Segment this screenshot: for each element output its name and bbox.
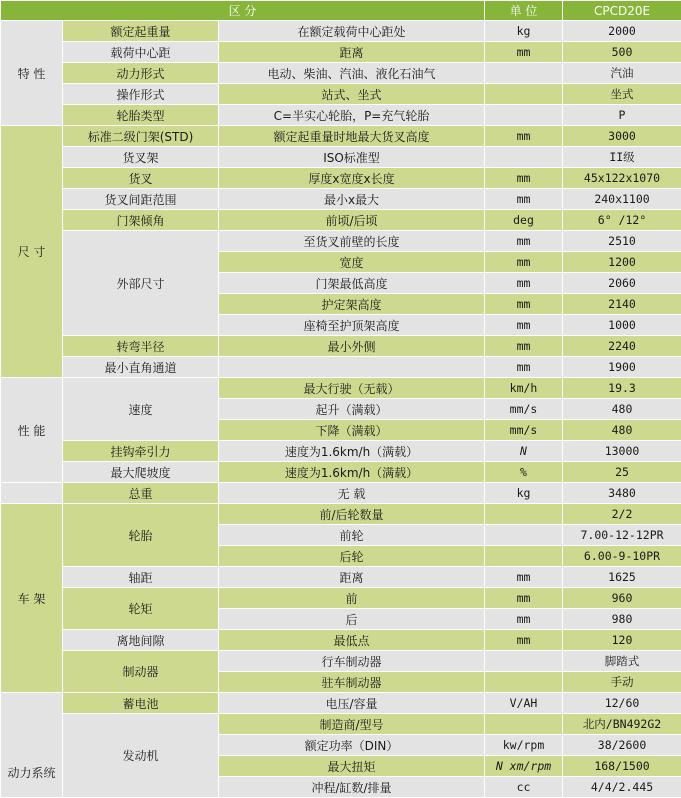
item-value: 1625 <box>563 567 681 588</box>
item-value: 坐式 <box>563 84 681 105</box>
item-condition: 在额定载荷中心距处 <box>219 21 485 42</box>
item-unit: cc <box>485 777 563 798</box>
item-unit <box>485 84 563 105</box>
item-condition: 门架最低高度 <box>219 273 485 294</box>
item-unit: mm/s <box>485 420 563 441</box>
item-value: 120 <box>563 630 681 651</box>
item-value: 2510 <box>563 231 681 252</box>
table-row <box>1 189 681 210</box>
item-unit: mm <box>485 588 563 609</box>
table-row <box>1 63 681 84</box>
item-name: 外部尺寸 <box>63 231 219 336</box>
item-value: 6.00-9-10PR <box>563 546 681 567</box>
item-unit: mm <box>485 630 563 651</box>
header-model: CPCD20E <box>563 1 681 21</box>
header-row <box>1 1 681 21</box>
item-condition: 冲程/缸数/排量 <box>219 777 485 798</box>
item-unit: mm <box>485 252 563 273</box>
table-row <box>1 105 681 126</box>
table-row <box>1 84 681 105</box>
item-unit: deg <box>485 210 563 231</box>
item-name: 货叉 <box>63 168 219 189</box>
item-value: 45x122x1070 <box>563 168 681 189</box>
item-name: 载荷中心距 <box>63 42 219 63</box>
item-condition: 最小外侧 <box>219 336 485 357</box>
table-row <box>1 441 681 462</box>
item-value: 13000 <box>563 441 681 462</box>
item-condition: 至货叉前壁的长度 <box>219 231 485 252</box>
item-value: 1200 <box>563 252 681 273</box>
item-condition: 起升（满载） <box>219 399 485 420</box>
item-name: 标准二级门架(STD) <box>63 126 219 147</box>
item-condition: 站式、坐式 <box>219 84 485 105</box>
table-row <box>1 210 681 231</box>
item-unit: mm <box>485 567 563 588</box>
item-value: 汽油 <box>563 63 681 84</box>
item-value: 980 <box>563 609 681 630</box>
item-value: 168/1500 <box>563 756 681 777</box>
item-condition: 电动、柴油、汽油、液化石油气 <box>219 63 485 84</box>
item-name: 速度 <box>63 378 219 441</box>
item-unit <box>485 504 563 525</box>
item-unit <box>485 147 563 168</box>
item-name: 动力形式 <box>63 63 219 84</box>
item-condition: 电压/容量 <box>219 693 485 714</box>
item-value: II级 <box>563 147 681 168</box>
item-value: 4/4/2.445 <box>563 777 681 798</box>
item-value: 1900 <box>563 357 681 378</box>
item-condition: 下降（满载） <box>219 420 485 441</box>
item-condition: 座椅至护顶架高度 <box>219 315 485 336</box>
item-name: 轮矩 <box>63 588 219 630</box>
item-value: 960 <box>563 588 681 609</box>
item-value: 2240 <box>563 336 681 357</box>
item-name: 转弯半径 <box>63 336 219 357</box>
table-row <box>1 567 681 588</box>
item-name: 轮胎类型 <box>63 105 219 126</box>
item-name: 操作形式 <box>63 84 219 105</box>
table-row <box>1 483 681 504</box>
item-condition: 距离 <box>219 42 485 63</box>
item-condition: 额定起重量时地最大货叉高度 <box>219 126 485 147</box>
item-name: 蓄电池 <box>63 693 219 714</box>
item-value: 240x1100 <box>563 189 681 210</box>
item-unit <box>485 714 563 735</box>
item-condition: 后 <box>219 609 485 630</box>
item-condition: 最小x最大 <box>219 189 485 210</box>
item-condition: 最大行驶（无载） <box>219 378 485 399</box>
item-value: 38/2600 <box>563 735 681 756</box>
item-condition: 前 <box>219 588 485 609</box>
item-unit: mm/s <box>485 399 563 420</box>
item-condition: C=半实心轮胎，P=充气轮胎 <box>219 105 485 126</box>
section-label: 特 性 <box>1 21 63 126</box>
table-row <box>1 378 681 399</box>
item-condition: 前/后轮数量 <box>219 504 485 525</box>
table-row <box>1 168 681 189</box>
item-condition: 最大扭矩 <box>219 756 485 777</box>
item-condition: 速度为1.6km/h（满载） <box>219 462 485 483</box>
item-value: 2000 <box>563 21 681 42</box>
item-unit: km/h <box>485 378 563 399</box>
item-unit: V/AH <box>485 693 563 714</box>
item-name: 额定起重量 <box>63 21 219 42</box>
item-unit: kg <box>485 21 563 42</box>
item-value: 500 <box>563 42 681 63</box>
table-row <box>1 336 681 357</box>
item-value: P <box>563 105 681 126</box>
header-unit: 单 位 <box>485 1 563 21</box>
item-unit: mm <box>485 609 563 630</box>
item-unit: mm <box>485 189 563 210</box>
item-condition: 制造商/型号 <box>219 714 485 735</box>
item-value: 手动 <box>563 672 681 693</box>
item-value: 3000 <box>563 126 681 147</box>
item-value: 12/60 <box>563 693 681 714</box>
item-condition: 前轮 <box>219 525 485 546</box>
table-row <box>1 504 681 525</box>
table-row <box>1 231 681 252</box>
item-name: 轴距 <box>63 567 219 588</box>
item-value: 6° /12° <box>563 210 681 231</box>
item-name: 轮胎 <box>63 504 219 567</box>
item-unit: kg <box>485 483 563 504</box>
table-row <box>1 42 681 63</box>
item-name: 门架倾角 <box>63 210 219 231</box>
item-condition: 厚度x宽度x长度 <box>219 168 485 189</box>
header-category: 区 分 <box>1 1 485 21</box>
item-name: 发动机 <box>63 714 219 798</box>
item-unit: mm <box>485 357 563 378</box>
table-row <box>1 630 681 651</box>
item-unit: mm <box>485 126 563 147</box>
item-unit <box>485 525 563 546</box>
item-name: 挂钩牵引力 <box>63 441 219 462</box>
item-unit <box>485 651 563 672</box>
item-unit: mm <box>485 42 563 63</box>
item-condition: 速度为1.6km/h（满载） <box>219 441 485 462</box>
item-condition: 宽度 <box>219 252 485 273</box>
section-label: 尺 寸 <box>1 126 63 378</box>
table-row <box>1 714 681 735</box>
item-value: 2/2 <box>563 504 681 525</box>
item-value: 3480 <box>563 483 681 504</box>
table-row <box>1 126 681 147</box>
item-unit: N <box>485 441 563 462</box>
item-name: 货叉架 <box>63 147 219 168</box>
section-label <box>1 483 63 504</box>
item-unit: mm <box>485 294 563 315</box>
item-name: 货叉间距范围 <box>63 189 219 210</box>
item-value: 480 <box>563 420 681 441</box>
item-value: 脚踏式 <box>563 651 681 672</box>
item-unit <box>485 63 563 84</box>
item-name: 最小直角通道 <box>63 357 219 378</box>
item-name: 最大爬坡度 <box>63 462 219 483</box>
table-row <box>1 147 681 168</box>
table-row <box>1 693 681 714</box>
table-row <box>1 21 681 42</box>
item-condition: 驻车制动器 <box>219 672 485 693</box>
item-condition: 距离 <box>219 567 485 588</box>
item-unit: mm <box>485 336 563 357</box>
item-value: 19.3 <box>563 378 681 399</box>
item-name: 总重 <box>63 483 219 504</box>
table-row <box>1 462 681 483</box>
item-condition: 行车制动器 <box>219 651 485 672</box>
table-row <box>1 588 681 609</box>
item-unit: mm <box>485 168 563 189</box>
item-value: 480 <box>563 399 681 420</box>
item-value: 7.00-12-12PR <box>563 525 681 546</box>
item-unit: mm <box>485 315 563 336</box>
item-unit: mm <box>485 273 563 294</box>
item-condition: 最低点 <box>219 630 485 651</box>
item-unit: N xm/rpm <box>485 756 563 777</box>
item-condition: 后轮 <box>219 546 485 567</box>
item-unit: mm <box>485 231 563 252</box>
item-value: 25 <box>563 462 681 483</box>
item-unit: kw/rpm <box>485 735 563 756</box>
item-value: 北内/BN492G2 <box>563 714 681 735</box>
item-unit <box>485 105 563 126</box>
item-condition <box>219 357 485 378</box>
item-name: 离地间隙 <box>63 630 219 651</box>
section-label: 性 能 <box>1 378 63 483</box>
item-value: 2140 <box>563 294 681 315</box>
item-condition: 护定架高度 <box>219 294 485 315</box>
item-value: 1000 <box>563 315 681 336</box>
item-value: 2060 <box>563 273 681 294</box>
item-condition: 前顷/后顷 <box>219 210 485 231</box>
table-row <box>1 651 681 672</box>
item-unit <box>485 546 563 567</box>
section-label: 动力系统 <box>1 693 63 798</box>
item-name: 制动器 <box>63 651 219 693</box>
item-unit <box>485 672 563 693</box>
item-condition: 额定功率（DIN） <box>219 735 485 756</box>
section-label: 车 架 <box>1 504 63 693</box>
table-row <box>1 357 681 378</box>
item-condition: ISO标准型 <box>219 147 485 168</box>
item-condition: 无 载 <box>219 483 485 504</box>
item-unit: % <box>485 462 563 483</box>
